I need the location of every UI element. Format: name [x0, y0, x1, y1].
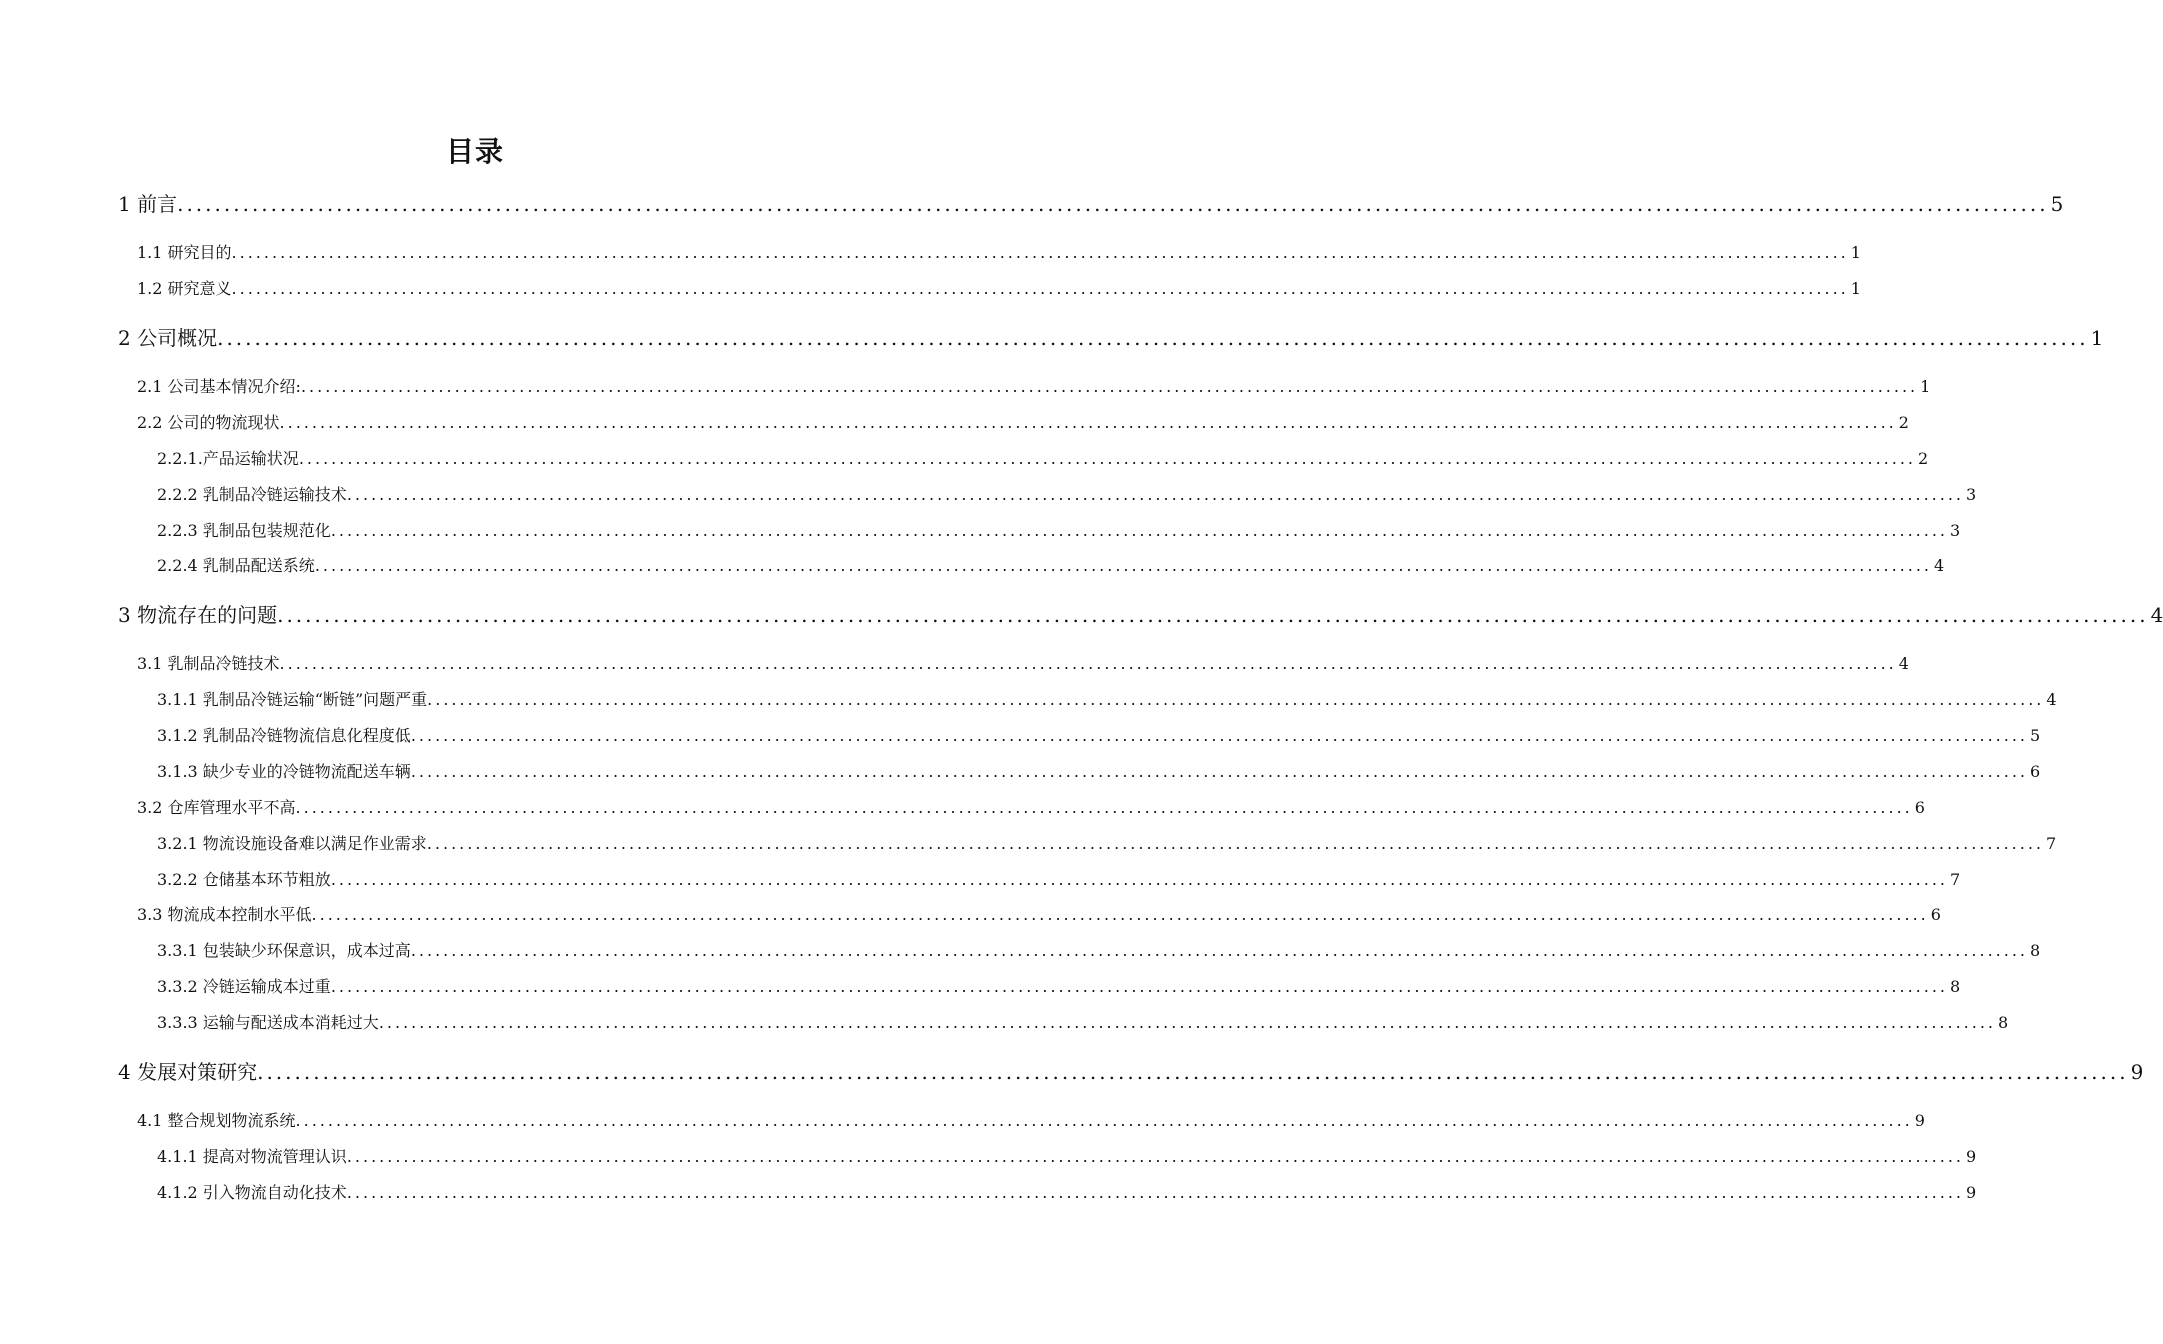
toc-entry-page-number: 6: [1930, 905, 1941, 924]
toc-leader-dots: ........................................................................................................................................................................................................: [300, 377, 1919, 396]
toc-entry[interactable]: [157, 446, 1929, 469]
toc-leader-dots: ........................................................................................................................................................................................................: [257, 1060, 2129, 1084]
toc-entry-page-number: 2: [1898, 413, 1909, 432]
toc-entry-page-number: 1: [1850, 279, 1861, 298]
toc-entry[interactable]: [157, 723, 2041, 746]
toc-entry-page-number: 7: [2046, 834, 2057, 853]
toc-entry[interactable]: [157, 867, 1961, 890]
toc-leader-dots: ........................................................................................................................................................................................................: [427, 690, 2045, 709]
toc-entry-page-number: 4: [2150, 603, 2163, 627]
toc-entry[interactable]: [137, 240, 1861, 263]
toc-entry-label: 3.3.2 冷链运输成本过重: [157, 977, 331, 996]
toc-entry-page-number: 3: [1966, 485, 1977, 504]
toc-entry-page-number: 7: [1950, 870, 1961, 889]
toc-entry-label: 2.2.4 乳制品配送系统: [157, 556, 315, 575]
toc-entry-label: 2.2.2 乳制品冷链运输技术: [157, 485, 347, 504]
toc-entry-label: 3.3 物流成本控制水平低: [137, 905, 312, 924]
toc-leader-dots: ........................................................................................................................................................................................................: [410, 762, 2028, 781]
toc-entry-page-number: 1: [1920, 377, 1931, 396]
toc-entry-page-number: 8: [1950, 977, 1961, 996]
toc-entry-label: 3.2.2 仓储基本环节粗放: [157, 870, 331, 889]
toc-entry-label: 3.1.2 乳制品冷链物流信息化程度低: [157, 726, 411, 745]
toc-entry[interactable]: [157, 482, 1977, 505]
toc-entry-page-number: 3: [1950, 521, 1961, 540]
toc-entry-page-number: 2: [1918, 449, 1929, 468]
toc-entry[interactable]: [118, 599, 2163, 628]
toc-entry-label: 3.1.1 乳制品冷链运输“断链”问题严重: [157, 690, 428, 709]
toc-entry-page-number: 4: [1934, 556, 1945, 575]
toc-entry-label: 1.1 研究目的: [137, 243, 232, 262]
toc-entry[interactable]: [157, 759, 2041, 782]
toc-entry-page-number: 1: [1850, 243, 1861, 262]
toc-entry[interactable]: [157, 518, 1961, 541]
toc-entry[interactable]: [157, 1180, 1977, 1203]
toc-entry[interactable]: [157, 938, 2041, 961]
toc-leader-dots: ........................................................................................................................................................................................................: [378, 1013, 1996, 1032]
toc-entry-page-number: 6: [2030, 762, 2041, 781]
toc-entry-label: 3.2 仓库管理水平不高: [137, 798, 296, 817]
toc-leader-dots: ........................................................................................................................................................................................................: [279, 654, 1897, 673]
toc-entry[interactable]: [157, 687, 2057, 710]
toc-entry-label: 3.1 乳制品冷链技术: [137, 654, 280, 673]
toc-entry-page-number: 8: [2030, 941, 2041, 960]
toc-entry[interactable]: [118, 322, 2104, 351]
toc-entry-label: 4.1.1 提高对物流管理认识: [157, 1147, 347, 1166]
toc-entry-label: 2.1 公司基本情况介绍:: [137, 377, 301, 396]
toc-entry[interactable]: [137, 1108, 1925, 1131]
toc-leader-dots: ........................................................................................................................................................................................................: [277, 603, 2149, 627]
toc-entry-page-number: 8: [1998, 1013, 2009, 1032]
toc-leader-dots: ........................................................................................................................................................................................................: [231, 279, 1849, 298]
toc-entry-page-number: 9: [1966, 1183, 1977, 1202]
toc-entry[interactable]: [137, 651, 1909, 674]
toc-entry[interactable]: [137, 795, 1925, 818]
toc-leader-dots: ........................................................................................................................................................................................................: [330, 870, 1948, 889]
toc-entry[interactable]: [118, 188, 2064, 217]
toc-leader-dots: ........................................................................................................................................................................................................: [426, 834, 2044, 853]
toc-entry-label: 2.2.1.产品运输状况: [157, 449, 299, 468]
toc-entry-label: 3.1.3 缺少专业的冷链物流配送车辆: [157, 762, 411, 781]
toc-leader-dots: ........................................................................................................................................................................................................: [311, 905, 1929, 924]
toc-entry[interactable]: [137, 374, 1931, 397]
toc-leader-dots: ........................................................................................................................................................................................................: [231, 243, 1849, 262]
toc-leader-dots: ........................................................................................................................................................................................................: [330, 521, 1948, 540]
toc-entry-page-number: 9: [1914, 1111, 1925, 1130]
toc-entry-label: 2 公司概况: [118, 326, 218, 350]
toc-entry-label: 3.3.1 包装缺少环保意识，成本过高: [157, 941, 411, 960]
toc-entry-page-number: 4: [1898, 654, 1909, 673]
toc-entry[interactable]: [137, 410, 1909, 433]
toc-leader-dots: ........................................................................................................................................................................................................: [295, 798, 1913, 817]
toc-leader-dots: ........................................................................................................................................................................................................: [410, 941, 2028, 960]
toc-entry[interactable]: [157, 553, 1945, 576]
toc-entry[interactable]: [118, 1056, 2144, 1085]
toc-entry-page-number: 1: [2090, 326, 2104, 350]
toc-entry-label: 3 物流存在的问题: [118, 603, 278, 627]
toc-entry[interactable]: [137, 276, 1861, 299]
toc-entry-page-number: 4: [2046, 690, 2057, 709]
toc-entry-page-number: 6: [1914, 798, 1925, 817]
toc-entry[interactable]: [157, 1010, 2009, 1033]
toc-leader-dots: ........................................................................................................................................................................................................: [346, 1147, 1964, 1166]
toc-leader-dots: ........................................................................................................................................................................................................: [177, 192, 2049, 216]
toc-leader-dots: ........................................................................................................................................................................................................: [298, 449, 1916, 468]
toc-entry[interactable]: [137, 902, 1941, 925]
toc-leader-dots: ........................................................................................................................................................................................................: [330, 977, 1948, 996]
toc-entry-page-number: 9: [2130, 1060, 2144, 1084]
toc-entry-label: 2.2.3 乳制品包装规范化: [157, 521, 331, 540]
toc-entry-label: 1 前言: [118, 192, 178, 216]
toc-leader-dots: ........................................................................................................................................................................................................: [410, 726, 2028, 745]
toc-leader-dots: ........................................................................................................................................................................................................: [217, 326, 2089, 350]
toc-leader-dots: ........................................................................................................................................................................................................: [279, 413, 1897, 432]
toc-entry-page-number: 5: [2050, 192, 2064, 216]
toc-entry-label: 3.2.1 物流设施设备难以满足作业需求: [157, 834, 427, 853]
toc-entry-label: 2.2 公司的物流现状: [137, 413, 280, 432]
toc-entry[interactable]: [157, 1144, 1977, 1167]
toc-entry-label: 3.3.3 运输与配送成本消耗过大: [157, 1013, 379, 1032]
toc-entry-page-number: 5: [2030, 726, 2041, 745]
toc-leader-dots: ........................................................................................................................................................................................................: [346, 485, 1964, 504]
toc-entry[interactable]: [157, 831, 2057, 854]
toc-leader-dots: ........................................................................................................................................................................................................: [346, 1183, 1964, 1202]
toc-title: 目录: [445, 135, 504, 168]
toc-entry-label: 1.2 研究意义: [137, 279, 232, 298]
toc-entry-label: 4.1 整合规划物流系统: [137, 1111, 296, 1130]
toc-entry-page-number: 9: [1966, 1147, 1977, 1166]
toc-entry[interactable]: [157, 974, 1961, 997]
toc-entry-label: 4 发展对策研究: [118, 1060, 258, 1084]
toc-entry-label: 4.1.2 引入物流自动化技术: [157, 1183, 347, 1202]
toc-leader-dots: ........................................................................................................................................................................................................: [295, 1111, 1913, 1130]
toc-leader-dots: ........................................................................................................................................................................................................: [314, 556, 1932, 575]
